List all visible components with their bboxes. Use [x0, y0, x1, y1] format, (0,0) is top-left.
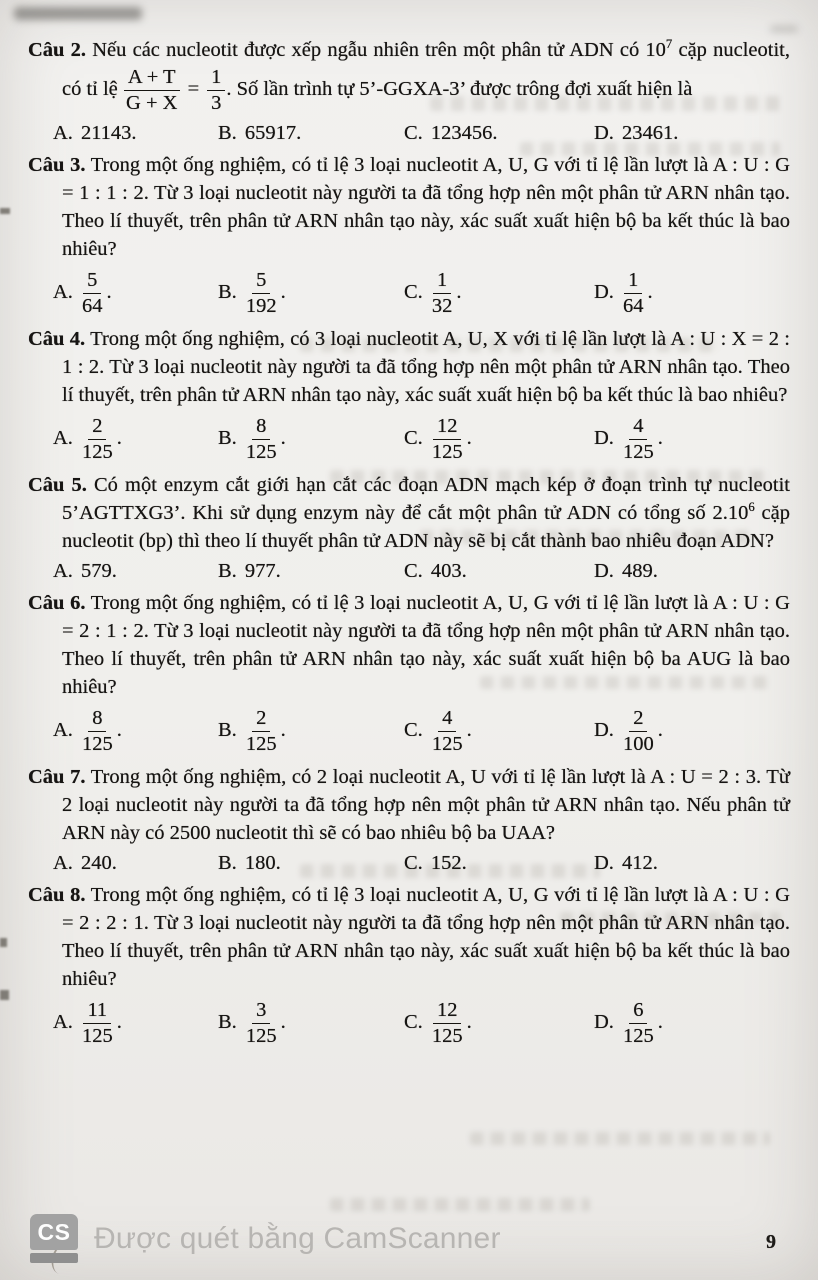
answer-label: D.: [594, 718, 614, 741]
answer-label: D.: [594, 559, 614, 582]
question-body: Trong một ống nghiệm, có 3 loại nucleotit A, U, X với tỉ lệ lần lượt là A : U : X = 2 : 1 : 2. Từ 3 loại nucleotit này người ta đã tổng hợp nên một phân tử ARN nhân tạo. Theo lí thuyết, trên phân tử ARN nhân tạo này, xác suất xuất hiện bộ ba kết thúc là bao nhiêu?: [62, 327, 790, 406]
question-5: [28, 471, 790, 585]
answer-label: D.: [594, 121, 614, 144]
period: .: [466, 1010, 472, 1033]
period: .: [116, 1010, 122, 1033]
answer-option-b: [218, 849, 404, 877]
question-body: Trong một ống nghiệm, có tỉ lệ 3 loại nucleotit A, U, G với tỉ lệ lần lượt là A : U : G = 1 : 1 : 2. Từ 3 loại nucleotit này người ta đã tổng hợp nên một phân tử ARN nhân tạo. Theo lí thuyết, trên phân tử ARN nhân tạo này, xác suất xuất hiện bộ ba kết thúc là bao nhiêu?: [62, 153, 790, 260]
answer-row: [28, 413, 790, 466]
answer-option-c: [404, 997, 594, 1050]
answer-option-d: [594, 119, 790, 147]
camscanner-icon-label: CS: [30, 1214, 78, 1250]
answer-option-c: [404, 267, 594, 320]
page-number: 9: [766, 1231, 776, 1253]
answer-value: 23461.: [621, 121, 679, 144]
exam-questions: [28, 36, 790, 1055]
answer-value: 579.: [80, 559, 117, 582]
fraction-denominator: 125: [81, 1024, 113, 1047]
fraction: [431, 997, 464, 1050]
fraction-numerator: A + T: [124, 66, 180, 91]
fraction: [622, 997, 655, 1050]
fraction: [622, 705, 655, 758]
fraction: [245, 413, 278, 466]
question-2: [28, 36, 790, 147]
fraction-numerator: 1: [624, 269, 642, 294]
period: .: [647, 281, 653, 304]
bleed-through-artifact: [330, 1198, 590, 1211]
answer-label: D.: [594, 1010, 614, 1033]
answer-option-a: [53, 705, 218, 758]
question-3-text: [28, 151, 790, 263]
fraction: [81, 267, 104, 320]
question-3: [28, 151, 790, 320]
fraction-numerator: 8: [88, 707, 106, 732]
fraction-denominator: 100: [622, 732, 654, 755]
question-5-text: [28, 471, 790, 555]
answer-value: 240.: [80, 851, 117, 874]
answer-option-b: [218, 705, 404, 758]
answer-label: D.: [594, 281, 614, 304]
question-body: Trong một ống nghiệm, có 2 loại nucleotit A, U với tỉ lệ lần lượt là A : U = 2 : 3. Từ 2 loại nucleotit này người ta đã tổng hợp nên một phân tử ARN nhân tạo. Nếu phân tử ARN này có 2500 nucleotit thì sẽ có bao nhiêu bộ ba UAA?: [62, 765, 790, 844]
answer-option-a: [53, 267, 218, 320]
answer-option-c: [404, 413, 594, 466]
answer-label: B.: [218, 718, 237, 741]
fraction-numerator: 1: [433, 269, 451, 294]
scan-mark: [0, 938, 7, 947]
answer-option-d: [594, 413, 790, 466]
fraction-numerator: 5: [252, 269, 270, 294]
period: .: [456, 281, 462, 304]
fraction-numerator: 4: [438, 707, 456, 732]
answer-value: 65917.: [244, 121, 302, 144]
question-label: Câu 8.: [28, 883, 86, 906]
fraction-numerator: 6: [629, 999, 647, 1024]
fraction-numerator: 8: [252, 415, 270, 440]
camscanner-watermark: Được quét bằng CamScanner: [94, 1222, 501, 1255]
fraction: [81, 705, 114, 758]
answer-option-d: [594, 849, 790, 877]
question-6: [28, 589, 790, 758]
fraction-numerator: 12: [433, 415, 462, 440]
question-body: Trong một ống nghiệm, có tỉ lệ 3 loại nucleotit A, U, G với tỉ lệ lần lượt là A : U : G = 2 : 1 : 2. Từ 3 loại nucleotit này người ta đã tổng hợp nên một phân tử ARN nhân tạo. Theo lí thuyết, trên phân tử ARN nhân tạo này, xác suất xuất hiện bộ ba AUG là bao nhiêu?: [62, 591, 790, 698]
question-body: cặp nucleotit, có tỉ lệ: [62, 39, 790, 101]
period: .: [657, 1010, 663, 1033]
fraction: [245, 997, 278, 1050]
question-body: Trong một ống nghiệm, có tỉ lệ 3 loại nucleotit A, U, G với tỉ lệ lần lượt là A : U : G = 2 : 2 : 1. Từ 3 loại nucleotit này người ta đã tổng hợp nên một phân tử ARN nhân tạo. Theo lí thuyết, trên phân tử ARN nhân tạo này, xác suất xuất hiện bộ ba kết thúc là bao nhiêu?: [62, 883, 790, 990]
answer-row: [28, 849, 790, 877]
fraction-denominator: 125: [245, 440, 277, 463]
period: .: [116, 426, 122, 449]
answer-option-d: [594, 705, 790, 758]
answer-label: A.: [53, 718, 73, 741]
fraction: [431, 705, 464, 758]
fraction: [206, 64, 226, 117]
answer-label: C.: [404, 559, 423, 582]
answer-label: A.: [53, 121, 73, 144]
camscanner-footer: [30, 1214, 501, 1264]
answer-option-a: [53, 413, 218, 466]
period: .: [280, 1010, 286, 1033]
question-8-text: [28, 881, 790, 993]
answer-label: A.: [53, 426, 73, 449]
fraction-denominator: 125: [81, 440, 113, 463]
answer-option-c: [404, 557, 594, 585]
fraction-denominator: 125: [81, 732, 113, 755]
answer-option-c: [404, 119, 594, 147]
question-label: Câu 3.: [28, 153, 86, 176]
bleed-through-artifact: [470, 1132, 770, 1145]
fraction-denominator: 125: [245, 732, 277, 755]
fraction-denominator: 64: [81, 294, 103, 317]
answer-option-a: [53, 557, 218, 585]
answer-option-b: [218, 557, 404, 585]
answer-option-b: [218, 119, 404, 147]
answer-option-c: [404, 849, 594, 877]
fraction-denominator: 125: [431, 440, 463, 463]
fraction-denominator: 32: [431, 294, 453, 317]
fraction-numerator: 2: [629, 707, 647, 732]
answer-label: B.: [218, 281, 237, 304]
answer-option-b: [218, 413, 404, 466]
answer-label: C.: [404, 426, 423, 449]
fraction-denominator: 64: [622, 294, 644, 317]
scan-smudge: [770, 26, 798, 32]
camscanner-icon-bar: [30, 1253, 78, 1263]
question-label: Câu 7.: [28, 765, 86, 788]
answer-option-d: [594, 267, 790, 320]
answer-option-c: [404, 705, 594, 758]
question-7-text: [28, 763, 790, 847]
question-label: Câu 2.: [28, 39, 87, 61]
question-body: Có một enzym cắt giới hạn cắt các đoạn ADN mạch kép ở đoạn trình tự nucleotit 5’AGTTXG3’. Khi sử dụng enzym này để cắt một phân tử ADN có tổng số 2.10: [62, 473, 790, 524]
answer-label: A.: [53, 559, 73, 582]
fraction-numerator: 3: [252, 999, 270, 1024]
fraction: [622, 413, 655, 466]
answer-value: 412.: [621, 851, 658, 874]
fraction-denominator: 125: [431, 732, 463, 755]
answer-row: [28, 997, 790, 1050]
answer-option-a: [53, 849, 218, 877]
period: .: [106, 281, 112, 304]
answer-option-d: [594, 997, 790, 1050]
answer-option-b: [218, 267, 404, 320]
answer-label: D.: [594, 426, 614, 449]
period: .: [280, 426, 286, 449]
fraction-numerator: 2: [252, 707, 270, 732]
fraction-numerator: 4: [629, 415, 647, 440]
question-label: Câu 4.: [28, 327, 86, 350]
answer-label: A.: [53, 851, 73, 874]
answer-row: [28, 267, 790, 320]
fraction: [81, 413, 114, 466]
period: .: [466, 426, 472, 449]
answer-row: [28, 119, 790, 147]
scan-smudge: [14, 7, 142, 20]
fraction-numerator: 2: [88, 415, 106, 440]
answer-value: 21143.: [80, 121, 137, 144]
fraction: [123, 64, 181, 117]
answer-row: [28, 705, 790, 758]
question-6-text: [28, 589, 790, 701]
answer-label: B.: [218, 1010, 237, 1033]
fraction-denominator: 192: [245, 294, 277, 317]
question-8: [28, 881, 790, 1050]
fraction-numerator: 11: [83, 999, 111, 1024]
period: .: [116, 718, 122, 741]
fraction-numerator: 1: [207, 66, 225, 91]
scan-mark: [0, 208, 10, 214]
answer-label: B.: [218, 851, 237, 874]
question-label: Câu 5.: [28, 473, 87, 496]
fraction: [81, 997, 114, 1050]
fraction-denominator: 125: [622, 440, 654, 463]
answer-label: B.: [218, 559, 237, 582]
period: .: [466, 718, 472, 741]
answer-label: A.: [53, 1010, 73, 1033]
fraction-denominator: 125: [245, 1024, 277, 1047]
fraction: [622, 267, 645, 320]
question-4: [28, 325, 790, 466]
question-label: Câu 6.: [28, 591, 86, 614]
answer-value: 403.: [430, 559, 467, 582]
answer-label: C.: [404, 851, 423, 874]
question-body: cặp nucleotit (bp) thì theo lí thuyết phân tử ADN này sẽ bị cắt thành bao nhiêu đoạn ADN?: [62, 501, 791, 552]
fraction-numerator: 5: [83, 269, 101, 294]
answer-value: 977.: [244, 559, 281, 582]
period: .: [280, 718, 286, 741]
answer-option-a: [53, 119, 218, 147]
answer-row: [28, 557, 790, 585]
fraction: [431, 413, 464, 466]
answer-value: 152.: [430, 851, 467, 874]
fraction: [431, 267, 454, 320]
period: .: [657, 426, 663, 449]
answer-option-b: [218, 997, 404, 1050]
period: .: [657, 718, 663, 741]
answer-label: C.: [404, 281, 423, 304]
question-4-text: [28, 325, 790, 409]
answer-label: C.: [404, 1010, 423, 1033]
question-body: Nếu các nucleotit được xếp ngẫu nhiên trên một phân tử ADN có 10: [86, 39, 666, 61]
fraction-denominator: 125: [431, 1024, 463, 1047]
fraction-denominator: 3: [211, 91, 222, 114]
fraction-denominator: 125: [622, 1024, 654, 1047]
period: .: [280, 281, 286, 304]
answer-label: A.: [53, 281, 73, 304]
exponent: 6: [748, 499, 755, 514]
fraction: [245, 705, 278, 758]
question-2-text: [28, 36, 790, 117]
fraction-numerator: 12: [433, 999, 462, 1024]
answer-label: B.: [218, 426, 237, 449]
fraction-denominator: G + X: [126, 91, 178, 114]
answer-label: D.: [594, 851, 614, 874]
scan-mark: [0, 990, 9, 1000]
exponent: 7: [665, 37, 673, 52]
answer-value: 123456.: [430, 121, 498, 144]
answer-option-a: [53, 997, 218, 1050]
camscanner-icon: [30, 1214, 78, 1264]
question-7: [28, 763, 790, 877]
equals-sign: =: [187, 78, 200, 101]
answer-label: C.: [404, 718, 423, 741]
fraction: [245, 267, 278, 320]
answer-value: 489.: [621, 559, 658, 582]
answer-option-d: [594, 557, 790, 585]
answer-value: 180.: [244, 851, 281, 874]
answer-label: C.: [404, 121, 423, 144]
question-body: . Số lần trình tự 5’-GGXA-3’ được trông đợi xuất hiện là: [226, 78, 693, 101]
answer-label: B.: [218, 121, 237, 144]
